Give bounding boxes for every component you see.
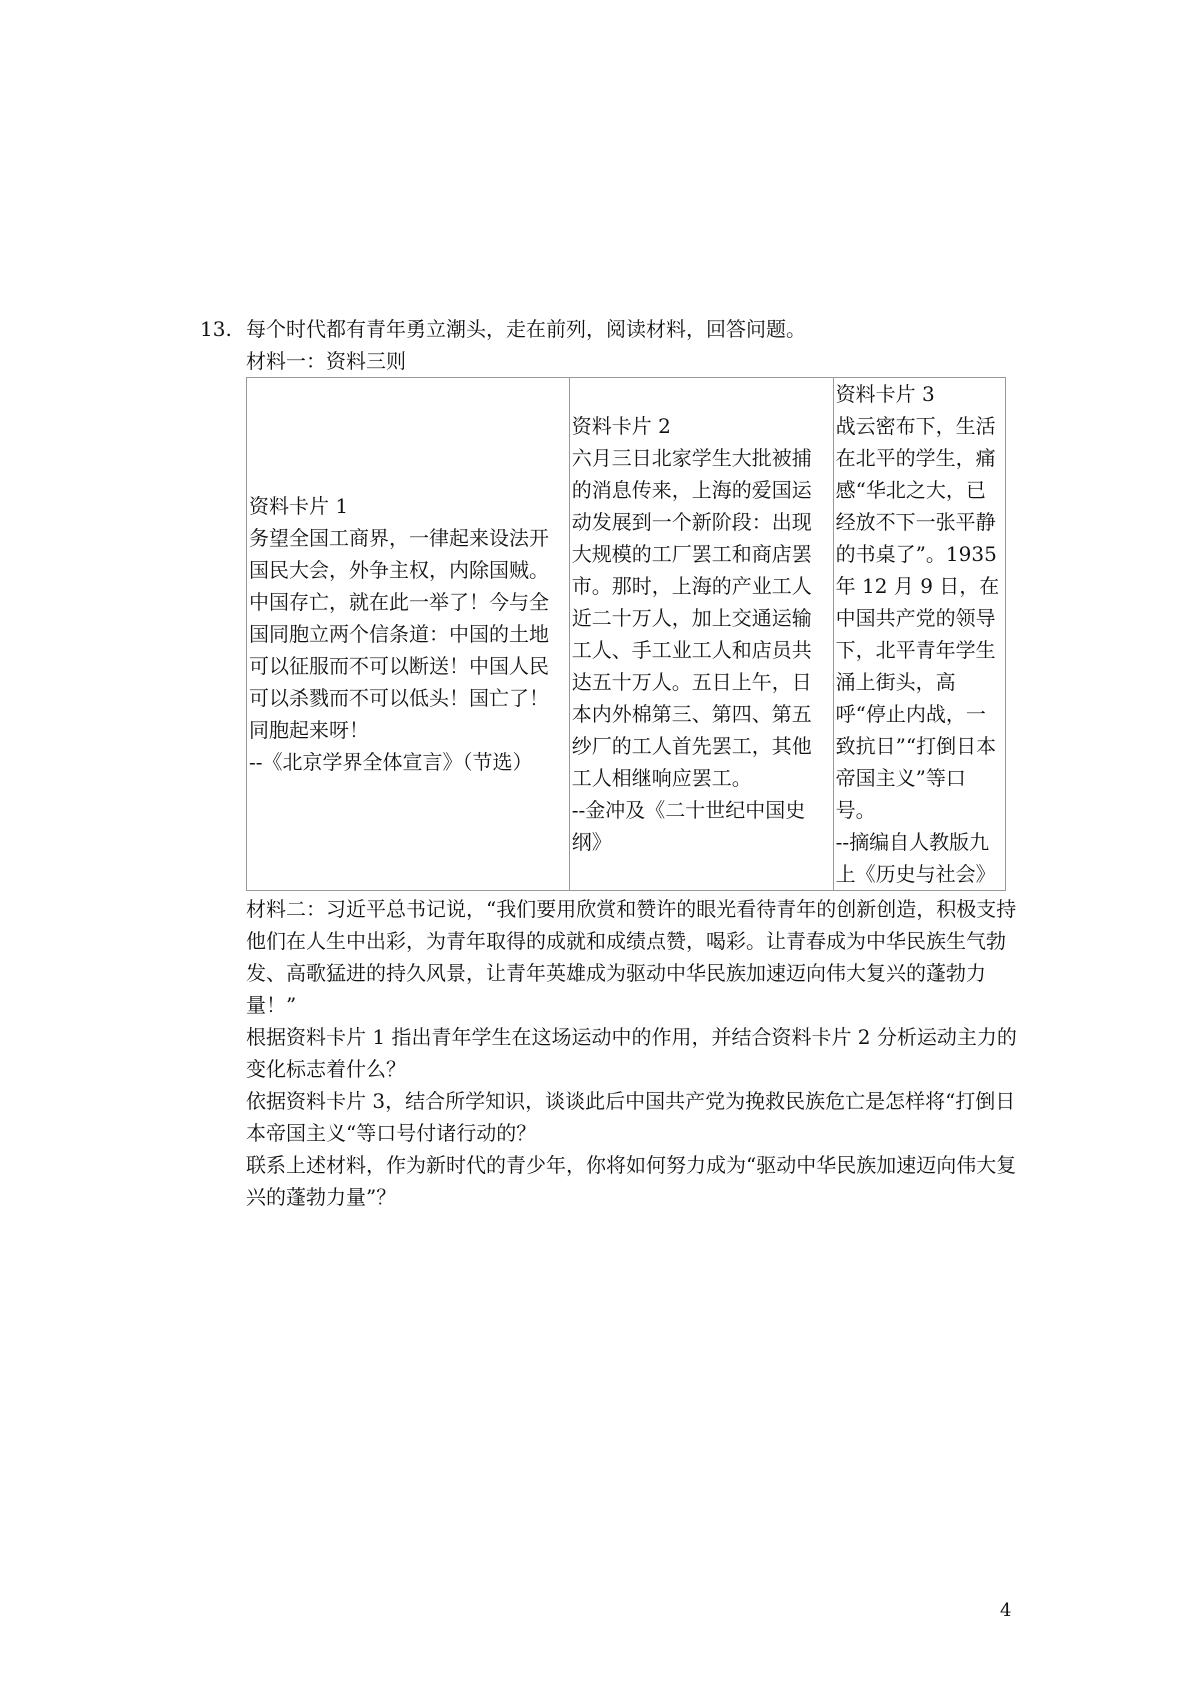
card-1-body: 务望全国工商界，一律起来设法开国民大会，外争主权，内除国贼。中国存亡，就在此一举了！今与全国同胞立两个信条道：中国的土地可以征服而不可以断送！中国人民可以杀戮而不可以低头！国亡了！同胞起来呀！ <box>249 526 549 742</box>
card-3-heading: 资料卡片 3 <box>835 382 935 406</box>
card-3-source: --摘编自人教版九上《历史与社会》 <box>835 830 996 886</box>
card-3-body: 战云密布下，生活在北平的学生，痛感“华北之大，已经放不下一张平静的书桌了”。1935 年 12 月 9 日，在中国共产党的领导下，北平青年学生涌上街头，高呼“停止内战，一致抗日”“打倒日本帝国主义”等口号。 <box>835 414 1000 822</box>
material-two: 材料二：习近平总书记说，“我们要用欣赏和赞许的眼光看待青年的创新创造，积极支持他们在人生中出彩，为青年取得的成就和成绩点赞，喝彩。让青春成为中华民族生气勃发、高歌猛进的持久风景，让青年英雄成为驱动中华民族加速迈向伟大复兴的蓬勃力量！” <box>246 897 1017 1017</box>
question-title: 每个时代都有青年勇立潮头，走在前列，阅读材料，回答问题。 <box>246 317 806 341</box>
card-2-body: 六月三日北家学生大批被捕的消息传来，上海的爱国运动发展到一个新阶段：出现大规模的工厂罢工和商店罢市。那时，上海的产业工人近二十万人，加上交通运输工人、手工业工人和店员共达五十万人。五日上午，日本内外棉第三、第四、第五纱厂的工人首先罢工，其他工人相继响应罢工。 <box>571 446 812 790</box>
card-2-source: --金冲及《二十世纪中国史纲》 <box>571 798 806 854</box>
card-1-heading: 资料卡片 1 <box>249 494 349 518</box>
sub-question-3: 联系上述材料，作为新时代的青少年，你将如何努力成为“驱动中华民族加速迈向伟大复兴的蓬勃力量”？ <box>246 1153 1017 1209</box>
question-header <box>200 313 1020 345</box>
card-2-cell <box>569 378 833 891</box>
card-3-cell <box>833 378 1005 891</box>
table-row <box>247 378 1006 891</box>
card-2-heading: 资料卡片 2 <box>571 414 671 438</box>
sub-question-1: 根据资料卡片 1 指出青年学生在这场运动中的作用，并结合资料卡片 2 分析运动主力的变化标志着什么？ <box>246 1025 1017 1081</box>
page-number: 4 <box>1000 1600 1012 1621</box>
material-cards-table <box>246 377 1006 891</box>
question-body <box>246 345 1020 1213</box>
question-13 <box>200 313 1020 1213</box>
card-1-cell <box>247 378 570 891</box>
question-number: 13. <box>200 317 232 341</box>
card-1-source: --《北京学界全体宣言》（节选） <box>249 750 533 774</box>
material-one-label: 材料一：资料三则 <box>246 349 406 373</box>
sub-question-2: 依据资料卡片 3，结合所学知识，谈谈此后中国共产党为挽救民族危亡是怎样将“打倒日本帝国主义“等口号付诸行动的？ <box>246 1089 1016 1145</box>
